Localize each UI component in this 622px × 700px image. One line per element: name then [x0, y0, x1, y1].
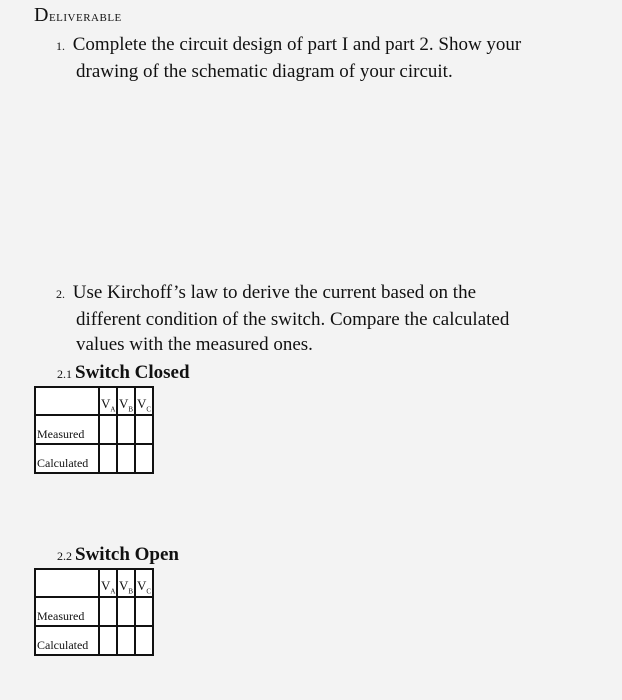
row-label-measured: Measured — [35, 415, 99, 444]
row-label-calculated: Calculated — [35, 626, 99, 655]
table-row — [35, 597, 153, 626]
header-vb: $V_B$ — [117, 569, 135, 597]
cell-calculated-vc — [135, 444, 153, 473]
cell-measured-va — [99, 415, 117, 444]
switch-open-table — [34, 568, 154, 656]
cell-measured-vb — [117, 415, 135, 444]
header-va: $V_A$ — [99, 387, 117, 415]
cell-calculated-vc — [135, 626, 153, 655]
header-va: $V_A$ — [99, 569, 117, 597]
cell-measured-vb — [117, 597, 135, 626]
switch-closed-table — [34, 386, 154, 474]
item-1-line-2: drawing of the schematic diagram of your circuit. — [76, 61, 453, 82]
cell-calculated-va — [99, 444, 117, 473]
cell-calculated-vb — [117, 626, 135, 655]
corner-cell — [35, 387, 99, 415]
table-row — [35, 444, 153, 473]
table-row — [35, 626, 153, 655]
header-row — [35, 569, 153, 597]
deliverable-heading — [34, 4, 122, 27]
heading-first-letter: D — [34, 4, 49, 26]
heading-rest: eliverable — [48, 9, 122, 25]
corner-cell — [35, 569, 99, 597]
row-label-calculated: Calculated — [35, 444, 99, 473]
cell-measured-va — [99, 597, 117, 626]
cell-calculated-vb — [117, 444, 135, 473]
item-2-line-2: different condition of the switch. Compare the calculated — [76, 309, 510, 330]
header-vc: $V_C$ — [135, 387, 153, 415]
item-1 — [56, 32, 596, 84]
item-2-number: 2. — [56, 287, 65, 301]
section-2-title: Switch Open — [75, 544, 179, 565]
row-label-measured: Measured — [35, 597, 99, 626]
item-2 — [56, 280, 596, 357]
section-2-number: 2.2 — [57, 549, 72, 563]
cell-measured-vc — [135, 415, 153, 444]
cell-measured-vc — [135, 597, 153, 626]
section-switch-open-title — [57, 544, 179, 566]
item-1-number: 1. — [56, 39, 65, 53]
section-1-number: 2.1 — [57, 367, 72, 381]
section-switch-closed-title — [57, 362, 190, 384]
table-row — [35, 415, 153, 444]
cell-calculated-va — [99, 626, 117, 655]
item-2-line-1: Use Kirchoff’s law to derive the current based on the — [72, 282, 477, 303]
section-1-title: Switch Closed — [75, 362, 190, 383]
header-vc: $V_C$ — [135, 569, 153, 597]
header-vb: $V_B$ — [117, 387, 135, 415]
item-1-line-1: Complete the circuit design of part I and part 2. Show your — [72, 34, 522, 55]
header-row — [35, 387, 153, 415]
item-2-line-3: values with the measured ones. — [76, 334, 313, 355]
